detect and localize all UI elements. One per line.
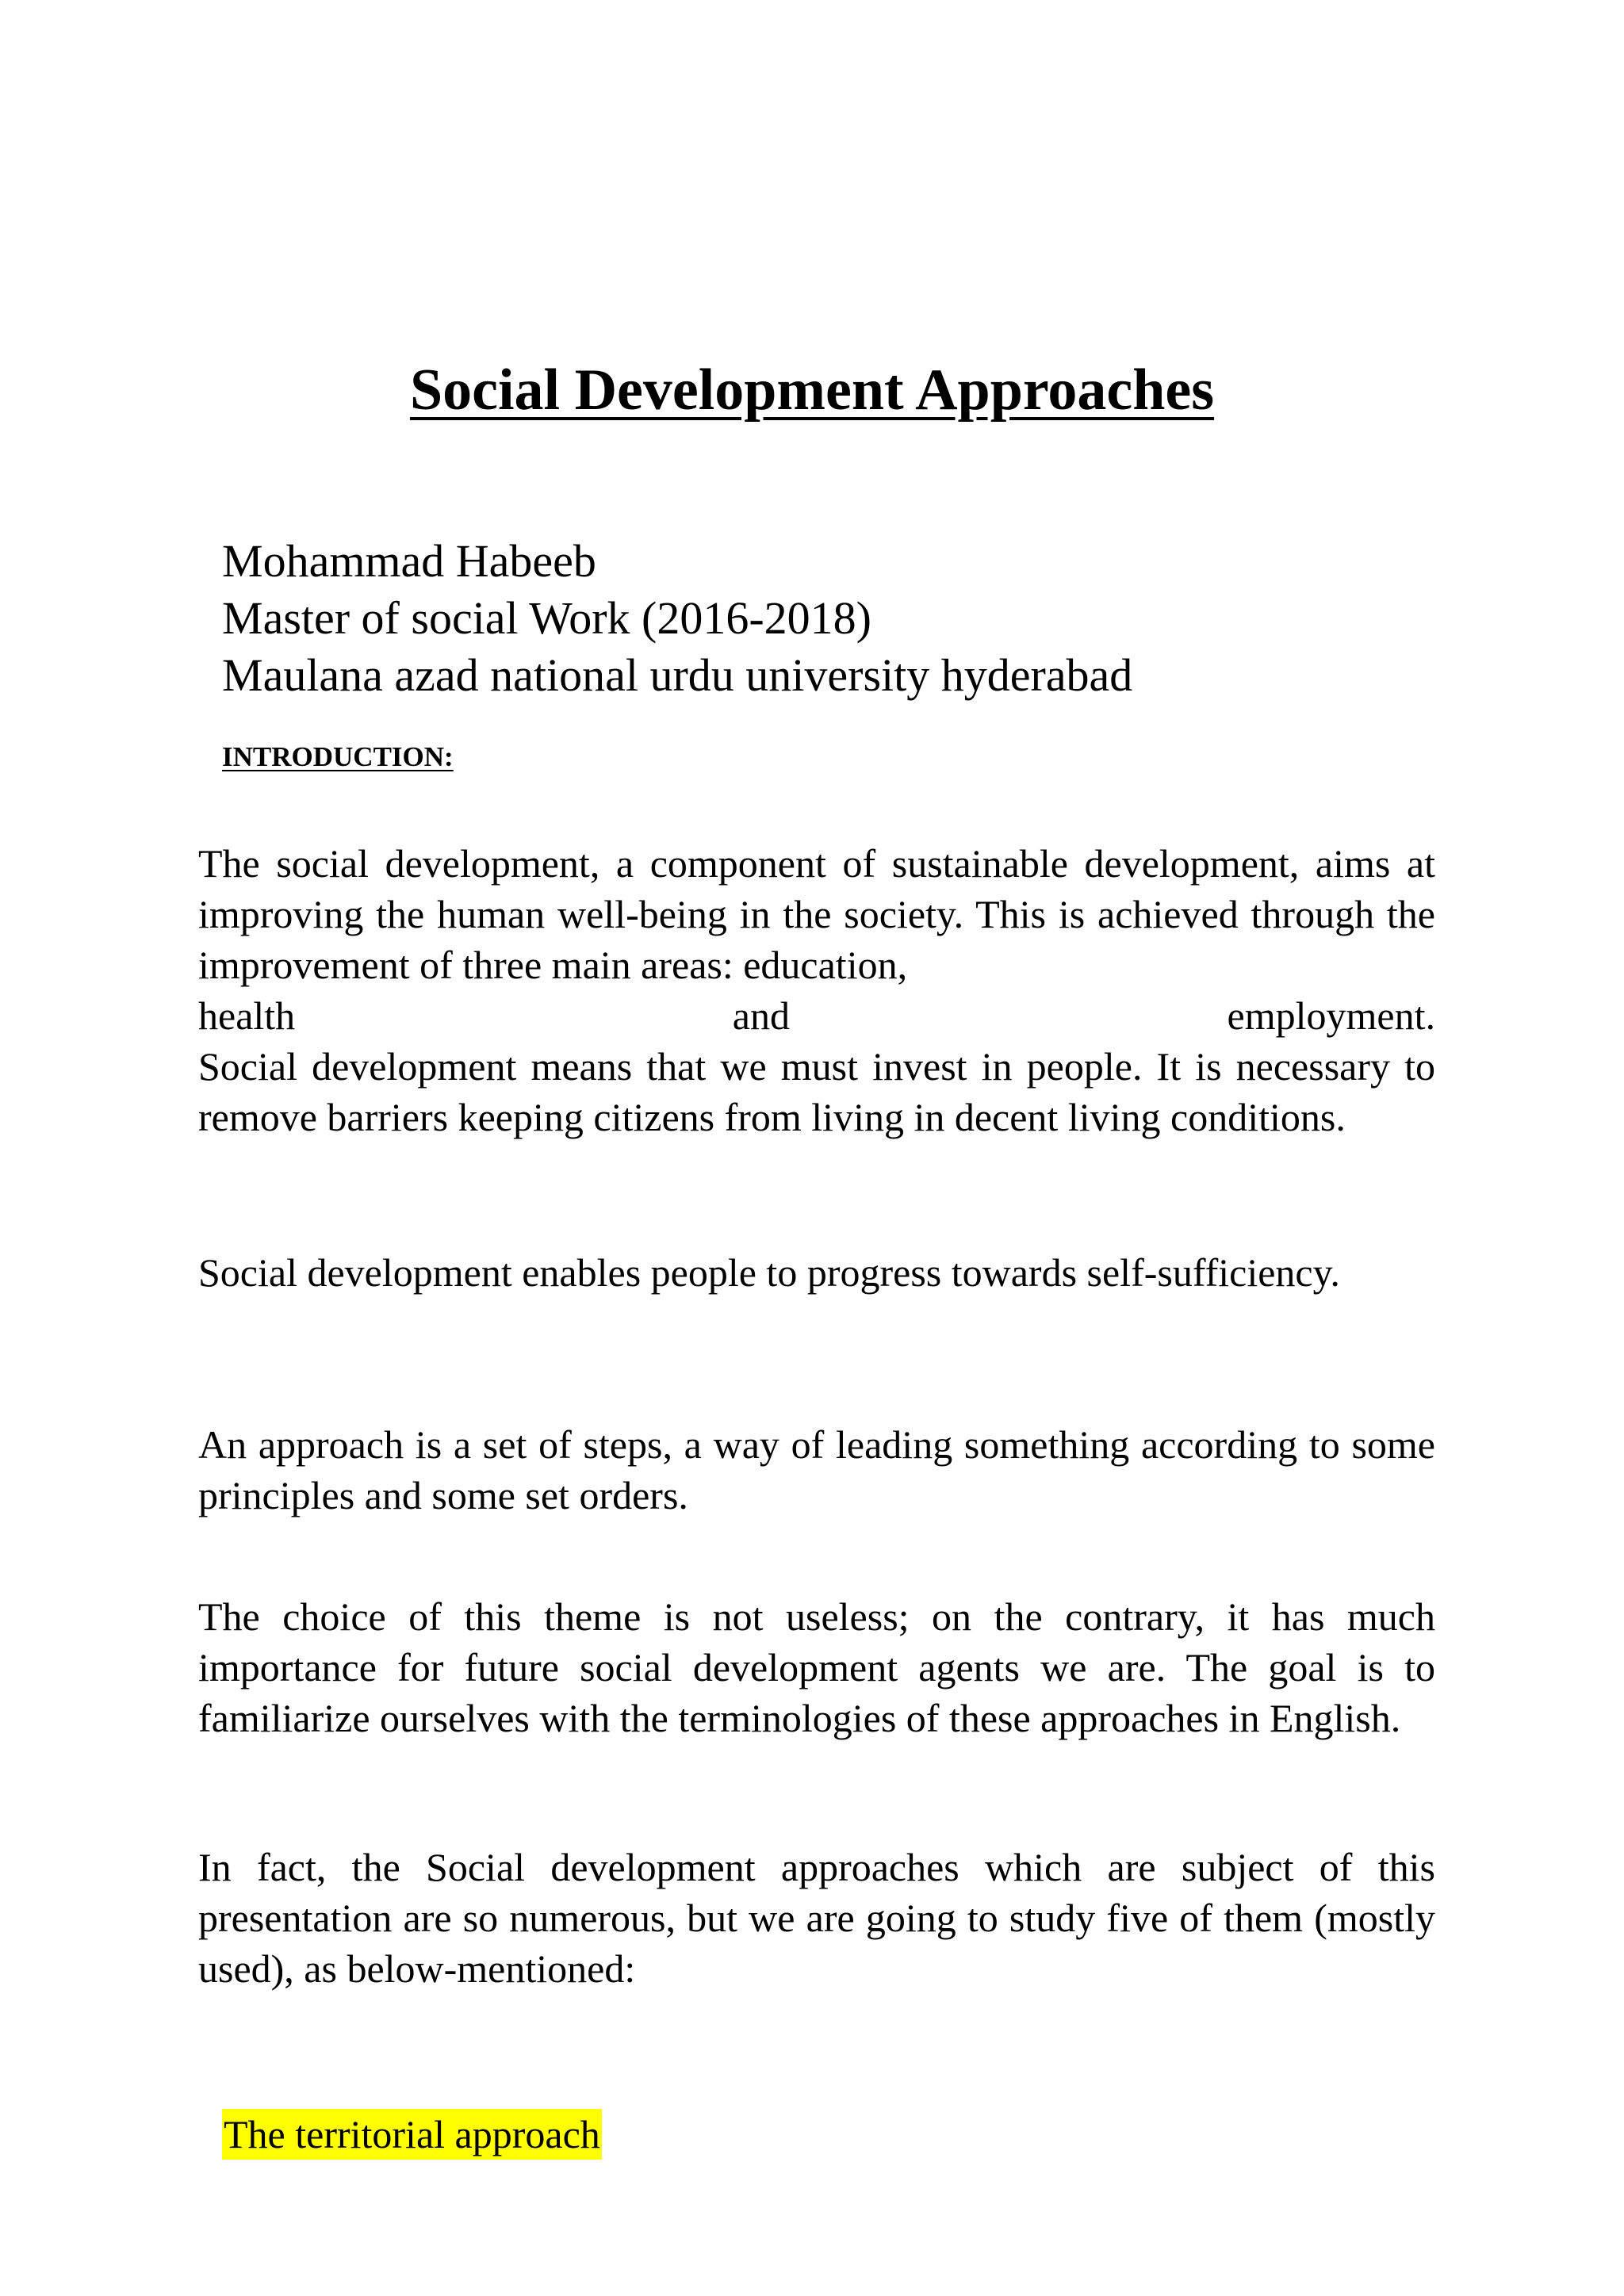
paragraph-theme-choice: The choice of this theme is not useless; on the contrary, it has much importance for future social development agents we are. The goal is to familiarize ourselves with the terminologies of these approaches in English. [198,1594,1435,1740]
paragraph-approach-definition: An approach is a set of steps, a way of leading something according to some principles and some set orders. [198,1422,1435,1517]
paragraph-self-sufficiency: Social development enables people to progress towards self-sufficiency. [198,1250,1340,1295]
author-name: Mohammad Habeeb [222,535,596,587]
paragraph-intro-line-c: Social development means that we must invest in people. It is necessary to remove barriers keeping citizens from living in decent living conditions. [198,1044,1435,1139]
paragraph-intro [198,838,1435,1142]
paragraph-intro-line-a: The social development, a component of sustainable development, aims at improving the human well-being in the society. This is achieved through the improvement of three main areas: education, [198,841,1435,987]
paragraph-approaches-list-intro: In fact, the Social development approaches which are subject of this presentation are so numerous, but we are going to study five of them (mostly used), as below-mentioned: [198,1845,1435,1991]
author-program: Master of social Work (2016-2018) [222,592,871,644]
approach-item-territorial: The territorial approach [222,2109,602,2160]
author-block [222,533,1132,704]
introduction-heading: INTRODUCTION: [222,741,454,772]
author-university: Maulana azad national urdu university hyderabad [222,649,1133,701]
document-title: Social Development Approaches [409,358,1215,423]
paragraph-intro-line-b: health and employment. [198,993,1435,1038]
